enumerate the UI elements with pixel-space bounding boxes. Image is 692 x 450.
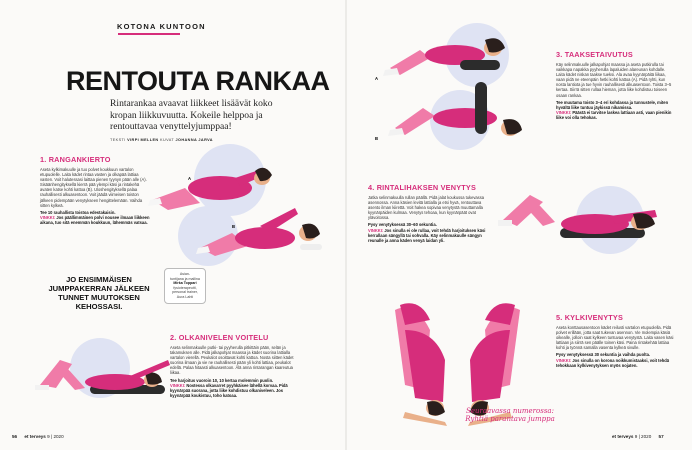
expert-intro-2: tuntijana ja mallina — [170, 276, 200, 281]
next-issue-note: Seuraavassa numerossa: Ryhtiä parantava jumppa — [465, 407, 555, 423]
tip-label: VINKKI: — [170, 382, 186, 388]
photo-label-a: A — [188, 176, 192, 181]
exercise-2 — [170, 333, 295, 398]
left-footer — [12, 434, 64, 439]
exercise-2-emphasis: Tee harjoitus vuoroin 10, 10 kertaa molemmin puolin. — [170, 377, 274, 383]
expert-role-2: personal trainer, — [172, 290, 198, 295]
right-magazine-name: et terveys — [612, 434, 634, 439]
left-issue: 9 | 2020 — [47, 434, 64, 439]
exercise-5 — [556, 313, 674, 368]
exercise-1 — [40, 155, 152, 225]
article-title: RENTOUTA RANKAA — [66, 66, 330, 96]
exercise-3-body: Käy selinmakuulle jalkapohjat maassa ja aseta putkirulla tai vaikkapa napakka pyyherulla lapaluiden alareunan kohdalle. Laita kädet niskan taakse tueksi. Ala avaa kyynärpäitä liikaa, vaan pidä ne eteenpäin hetki kohti kattoa (A). Pidä ryhti, kun nosta lantiota ja tue hyvin rauhallisesti alkuasentoon. Toista 3–5 kertaa. Siirrä sitten rullaa hieman, jotta liike kohdistuu toiseen osaan rankaa. — [556, 62, 672, 98]
exercise-3-heading: 3. TAAKSETAIVUTUS — [556, 50, 633, 59]
expert-location: Aura Lahti — [176, 294, 194, 299]
expert-box — [164, 268, 206, 304]
exercise-3-photos — [365, 20, 545, 155]
exercise-4 — [368, 183, 488, 243]
expert-name: Mirka Toppari — [173, 281, 197, 286]
credit-writer: VIRPI MELLEN — [127, 138, 159, 142]
page-gutter — [345, 0, 347, 450]
tip-text: Jos sinulla on korona noikkumistaaksi, voit tehdä tehokkaan kylkivenytyksen myös nojaten. — [556, 357, 670, 368]
exercise-3-emphasis: Tee muutama toisto 3–4 eri kohdassa ja tunnustele, miten hyvältä liike tuntuu jäykissä nikamissa. — [556, 99, 669, 110]
exercise-5-tip — [556, 358, 674, 368]
exercise-1-body: Aseta kylkimakuulle ja tuo polvet koukkuun vartalon etupuolelle. Laita kädet rintaa vasten ja olkapää lattiaa vasten. Voit halutessasi laittaa pienen tyynyn pään alle (A). Sisäänhengityksellä kierrä pää ylempi käsi ja rintakehä avaten katse kohti kattoa (B). Uloshengityksellä palaa rauhallisesti alkuasentoon. Voit jäädä viimeisen toiston jälkeen pidempään venytykseen hengittelemään. Vaihda sitten kylkeä. — [40, 167, 147, 208]
right-issue: 9 | 2020 — [634, 434, 652, 439]
exercise-5-body: Aseta konttausasentoon kädet reilusti vartalon etupuolella. Pidä polvet erillään, jotta saat tukevan asennon. Vie molempia käsiä oikealle, jolloin saat kylkeen tuntuvaa venytystä. Laita vasen käsi lattiaan ja siirrä sen päälle toinen käsi. Paina rintakehää lattiaa kohti ja työnnä samalla vasenta kylkeä sivulle. — [556, 325, 674, 351]
tip-label: VINKKI: — [556, 109, 572, 115]
exercise-4-emphasis: Pysy venytyksessä 30–60 sekuntia. — [368, 222, 437, 228]
tip-label: VINKKI: — [556, 357, 572, 363]
article-lead: Rintarankaa avaavat liikkeet lisäävät koko kropan liikkuvuutta. Kokeile helppoa ja rentouttavaa venyttelyjumppaa! — [110, 98, 273, 132]
right-footer — [612, 434, 664, 439]
exercise-3-tip — [556, 110, 674, 120]
credit-photo-label: KUVAT — [160, 138, 175, 142]
exercise-5-emphasis: Pysy venytyksessä 30 sekuntia ja vaihda puolta. — [556, 352, 650, 358]
expert-intro-1: Asian- — [179, 272, 191, 276]
section-underline — [118, 33, 180, 35]
exercise-2-heading: 2. OLKANIVELEN VOITELU — [170, 333, 269, 342]
tip-text: Jos päällimmäinen polvi nousee ilmaan liikkeen aikana, tuo sitä enemmän koukkuun, lähemmäs vatsaa. — [40, 214, 150, 225]
credit-text-label: TEKSTI — [110, 138, 126, 142]
exercise-1-heading: 1. RANGANKIERTO — [40, 155, 111, 164]
article-credit — [110, 138, 213, 142]
exercise-4-body: Jatka selinmakuulla rullan päällä. Pidä jalat koukussa tukevassa asennossa. Anna käsien levitä lattialla ja etsi hyvä, rentouttava asento ilman kiirettä. Voit hakea sopivaa venytystä muuttamalla kyynärpäiden kulmaa. Venytys tehoaa, kun kyynärpäät ovat ylävoitossa. — [368, 195, 485, 221]
credit-photographer: JOHANNA JARVA — [175, 138, 213, 142]
expert-role-1: fysioterapeutti, — [173, 285, 197, 290]
tip-label: VINKKI: — [40, 214, 56, 220]
exercise-1-emphasis: Tee 10 rauhallista toistoa edestakaisin. — [40, 209, 116, 215]
right-page-number: 57 — [658, 434, 664, 439]
exercise-4-tip — [368, 228, 488, 243]
left-magazine-name: et terveys — [24, 434, 46, 439]
tip-text: Jos sinulla ei ole rullaa, voit tehdä harjoituksen käsi kerrallaan sängyllä tai sohvalla. Käy selinmakuulle sängyn reunalle ja anna käden venyä laidan yli. — [368, 227, 486, 243]
section-label: KOTONA KUNTOON — [117, 22, 206, 31]
exercise-2-body: Aseta selinmakuulle putki- tai pyyherulla pitkittäin pään, selän ja takamuksen alle. Pidä jalkapohjat maassa ja kädet suorina lattialla vartalon vierellä. Peukalot osoittavat kohti kattoa. Nosta siitten kädet suorina ilmaan ja vie ne rauhallisesti pään yli kohti lattiaa, peukalot edellä. Palaa hitaasti alkuasentoon. Älä anna rintarangan kaareutua liikaa. — [170, 345, 294, 376]
exercise-4-photo — [495, 180, 680, 260]
photo-label-a: A — [375, 76, 379, 81]
tip-text: Nostessa olkavarret pyyhkäisee lähellä korvaa. Pidä kyynärpää suorana, jotta liike kohdistuu olkaniveleen. Jos kyynärpää koukistuu, toho katoaa. — [170, 382, 288, 398]
exercise-2-photo — [30, 330, 180, 400]
exercise-4-heading: 4. RINTALIHAKSEN VENYTYS — [368, 183, 477, 192]
tip-text: Päästä ei tarvitse laskea lattiaan asti, vaan pienikin liike voi olla tehokas. — [556, 109, 672, 120]
exercise-1-tip — [40, 215, 152, 225]
person-side-stretch-left — [395, 303, 447, 426]
exercise-3 — [556, 50, 674, 120]
tip-label: VINKKI: — [368, 227, 384, 233]
exercise-1-photos — [140, 148, 345, 268]
exercise-2-tip — [170, 383, 295, 398]
exercise-5-heading: 5. KYLKIVENYTYS — [556, 313, 624, 322]
pull-quote: JO ENSIMMÄISEN JUMPPAKERRAN JÄLKEEN TUNNET MUUTOKSEN KEHOSSASI. — [48, 275, 150, 311]
photo-label-b: B — [375, 136, 379, 141]
photo-label-b: B — [232, 224, 236, 229]
left-page-number: 56 — [12, 434, 18, 439]
